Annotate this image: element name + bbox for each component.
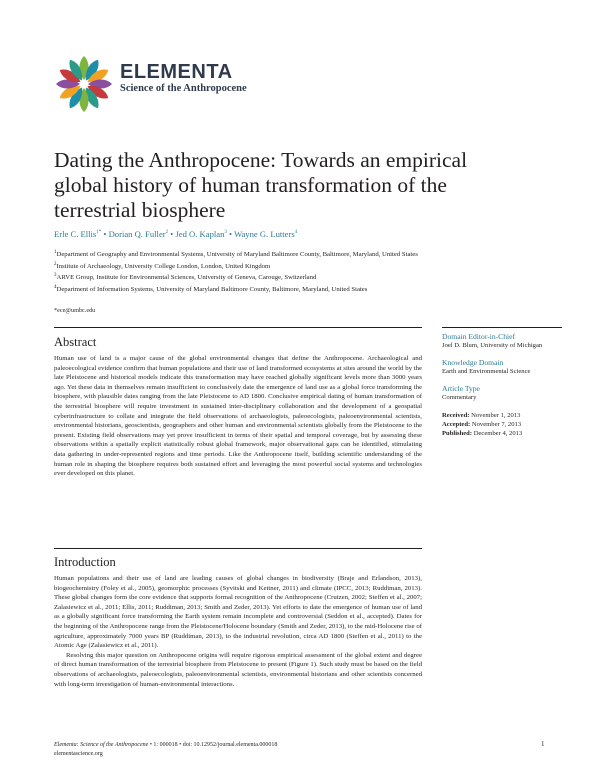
accepted-date: Accepted: November 7, 2013 [442,421,522,429]
introduction-rule [54,548,422,549]
footer-doi[interactable]: doi: 10.12952/journal.elementa.000018 [182,742,278,748]
affiliation: $^1$Department of Geography and Environmental Systems, University of Maryland Baltimore County, Baltimore, Maryland, United States [54,250,418,259]
affiliation: $^3$ARVE Group, Institute for Environmental Sciences, University of Geneva, Carouge, Switzerland [54,273,317,282]
editor-label: Domain Editor-in-Chief [442,332,516,341]
paragraph: Human populations and their use of land are leading causes of global changes in biodiversity (Braje and Erlandson, 2013), biogeochemistry (Foley et al., 2005), geomorphic processes (Syvitski and Kettner, 2011) and climate (IPCC, 2013; Ruddiman, 2013). These global changes form the core evidence that supports formal recognition of the Anthropocene (Crutzen, 2002; Steffen et al., 2007; Zalasiewicz et al., 2011; Ellis, 2011; Ruddiman, 2013; Smith and Zeder, 2013). Yet efforts to date the emergence of human use of land as a globally significant force transforming the Earth system remain incomplete and controversial (Seddon et al., accepted). Dates for the beginning of the Anthropocene range from the Pleistocene/Holocene boundary (Smith and Zeder, 2013), to the mid-Holocene rise of agriculture, approximately 7000 years BP (Ruddiman, 2013), to the industrial revolution, circa AD 1800 (Steffen et al., 2011) to the Atomic Age (Zalasiewicz et al., 2011). [54,575,422,650]
page-number: 1 [541,740,545,748]
type-value: Commentary [442,393,477,401]
author[interactable]: Wayne G. Lutters$^4$ [234,229,298,239]
author-separator: • [229,229,233,239]
domain-value: Earth and Environmental Science [442,367,531,375]
journal-logo-text [120,62,247,95]
received-date: Received: November 1, 2013 [442,412,521,420]
editor-value: Joel D. Blum, University of Michigan [442,342,543,349]
footer-article-id: 1: 000018 [153,742,178,748]
footer-site[interactable]: elementascience.org [54,750,103,757]
affiliation-list [54,248,444,295]
paragraph: Resolving this major question on Anthropocene origins will require rigorous empirical assessment of the global extent and degree of direct human transformation of the terrestrial biosphere from Pleistocene to present (Figure 1). Such study must be based on the field observations of archaeologists, paleoecologists, paleoenvironmental scientists, environmental historians and other scientists concerned with long-term investigation of human-environmental interactions. [54,651,422,688]
abstract-heading: Abstract [54,335,97,349]
introduction-heading: Introduction [54,555,116,569]
author[interactable]: Erle C. Ellis$^{1*}$ [54,229,102,239]
journal-subtitle: Science of the Anthropocene [120,83,247,94]
published-date: Published: December 4, 2013 [442,429,523,437]
author-separator: • [170,229,174,239]
domain-label: Knowledge Domain [442,357,504,367]
journal-name: ELEMENTA [120,61,233,83]
type-label: Article Type [442,383,480,393]
abstract-text: Human use of land is a major cause of the global environmental changes that define the Anthropocene. Archaeological and paleoecological evidence confirm that human populations and their use of land transformed ecosystems at sites around the world by the late Pleistocene and historical models indicate this transformation may have reached globally significant levels more than 3000 years ago. Yet these data in themselves remain insufficient to conclusively date the emergence of land use as a global force transforming the biosphere, with plausible dates ranging from the late Pleistocene to AD 1800. Conclusive empirical dating of human transformation of the terrestrial biosphere will require investment in sustained inter-disciplinary collaboration and the development of a geospatial cyberinfrastructure to collate and integrate the field observations of archaeologists, paleoecologists, paleoenvironmental scientists, environmental historians, geoscientists, geographers and other human and environmental scientists globally from the Pleistocene to the present. Existing field observations may yet prove insufficient in terms of their spatial and temporal coverage, but by assessing these observations within a spatially explicit statistically robust global framework, major observational gaps can be identified, stimulating data gathering in under-represented regions and time periods. Like the Anthropocene itself, building scientific understanding of the human role in shaping the biosphere requires both sustained effort and leveraging the most powerful social systems and technologies ever developed on this planet. [54,355,422,478]
sidebar-rule [442,327,562,328]
affiliation: $^2$Institute of Archaeology, University College London, London, United Kingdom [54,261,271,270]
article-dates [442,412,562,438]
introduction-text [54,574,422,689]
page-footer: Elementa: Science of the Anthropocene • 1: 000018 • doi: 10.12952/journal.elementa.000018 elementascience.org [54,742,278,757]
elementa-logo-icon [54,54,114,114]
author[interactable]: Jed O. Kaplan$^3$ [175,229,227,239]
abstract-rule [54,327,422,328]
article-title: Dating the Anthropocene: Towards an empirical global history of human transformation of the terrestrial biosphere [54,148,468,222]
article-info-sidebar [442,332,562,439]
author-separator: • [103,229,107,239]
author[interactable]: Dorian Q. Fuller$^2$ [108,229,169,239]
corresponding-email[interactable]: *ece@umbc.edu [54,307,96,314]
affiliation: $^4$Department of Information Systems, University of Maryland Baltimore County, Baltimore, Maryland, United States [54,284,368,294]
author-list [54,229,297,239]
footer-journal-name: Elementa: Science of the Anthropocene [54,742,149,748]
